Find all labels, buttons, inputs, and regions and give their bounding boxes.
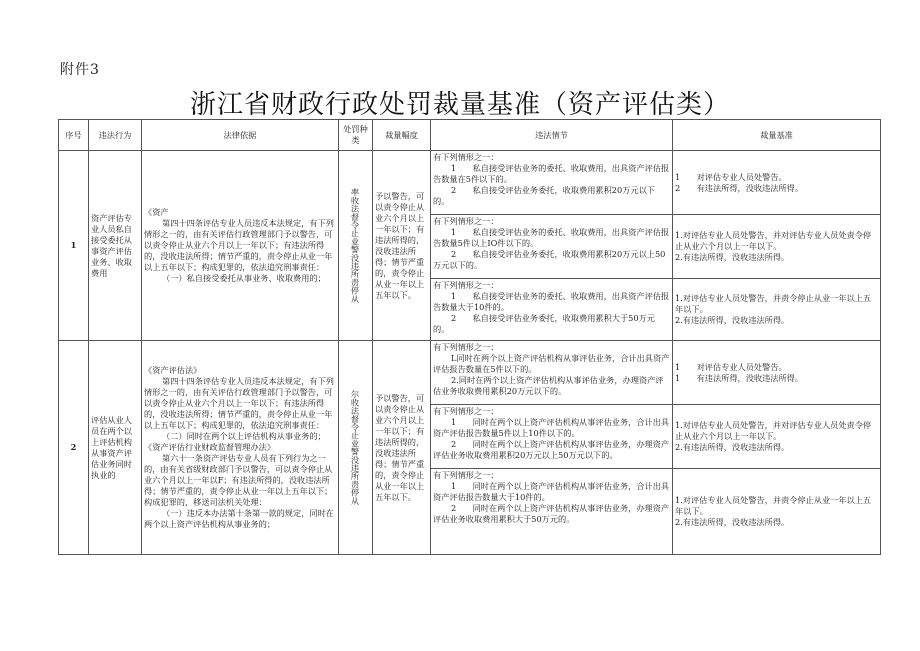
situation-line: 有下列情形之一： xyxy=(433,470,499,480)
header-kind: 处罚种类 xyxy=(339,120,373,151)
standard-cell xyxy=(673,341,881,405)
header-law: 法律依据 xyxy=(142,120,339,151)
standard-cell xyxy=(673,151,881,215)
situation-line: 有下列情形之一： xyxy=(433,216,499,226)
table-row xyxy=(59,151,881,215)
header-situation: 违法情节 xyxy=(431,120,673,151)
situation-line: 2 同时在两个以上资产评估机构从事评估业务，办理资产评估业务收取费用累积20万元以上50万元以下的。 xyxy=(433,439,670,460)
standard-line: 1.对评估专业人员处警告，并对评估专业人员处责令停止从业六个月以上一年以下。 xyxy=(675,420,872,441)
standard-line: 2 有违法所得，没收违法所得。 xyxy=(675,182,804,193)
table-row xyxy=(59,341,881,405)
situation-line: 1 同时在两个以上资产评估机构从事评估业务，合计出具资产评估报告数量大于10件的。 xyxy=(433,481,670,502)
table-header-row xyxy=(59,120,881,151)
law-source: 《资产评估法》 xyxy=(144,365,202,375)
header-act: 违法行为 xyxy=(89,120,142,151)
situation-line: 1 私自接受评估业务的委托、收取费用，出具资产评估报告数量5件以上IO件以下的。 xyxy=(433,227,670,248)
situation-line: 2.同时在两个以上资产评估机构从事评估业务，办理资产评估业务收取费用累积20万元以下的。 xyxy=(433,375,664,396)
law-source: 《资产 xyxy=(144,207,169,217)
situation-cell xyxy=(431,215,673,279)
standard-line: 1 对评估专业人员处警告。 xyxy=(675,171,787,182)
situation-line: 有下列情形之一： xyxy=(433,280,499,290)
standard-line: 2.有违法所得，没收违法所得。 xyxy=(675,517,790,527)
standard-cell xyxy=(673,279,881,341)
standard-line: 1.对评估专业人员处警告，并责令停止从业一年以上五年以下。 xyxy=(675,293,872,314)
situation-line: 2 私自接受评估业务委托，收取费用累积大于50万元的。 xyxy=(433,313,655,334)
law-article: 第六十一条资产评估专业人员有下列行为之一的，由有关省级财政部门予以警告，可以责令停止从业六个月以上一年以F；有违法所得的，没收违法所得；情节严重的，责令停止从业一年以上五年以下；构成犯罪的，移送司法机关处理： xyxy=(144,453,333,507)
penalty-table xyxy=(58,119,880,579)
penalty-kind-text: 尔收法督令止业警没违所责停从 xyxy=(350,390,361,505)
standard-cell xyxy=(673,215,881,279)
situation-line: 有下列情形之一： xyxy=(433,342,499,352)
header-no: 序号 xyxy=(59,120,89,151)
standard-line: 2.有违法所得，没收违法所得。 xyxy=(675,315,790,325)
situation-line: 2 私自接受评估业务委托，收取费用累积20万元以上50万元以下的。 xyxy=(433,249,666,270)
attachment-label: 附件3 xyxy=(60,62,100,78)
standard-line: 1 对评估专业人员处警告。 xyxy=(675,361,787,372)
document-title: 浙江省财政行政处罚裁量基准（资产评估类） xyxy=(189,90,730,120)
discretion-range: 予以警告，可以责令停止从业六个月以上一年以下；有违法所得的，没收违法所得；情节严重的，责令停止从业一年以上五年以下。 xyxy=(373,151,431,341)
situation-cell xyxy=(431,405,673,469)
row-number: 2 xyxy=(59,341,89,555)
standard-cell xyxy=(673,405,881,469)
situation-cell xyxy=(431,469,673,555)
situation-line: L同时在两个以上资产评估机构从事评估业务，合计出具资产评估报告数量在5件以下的。 xyxy=(433,353,670,374)
situation-cell xyxy=(431,341,673,405)
legal-basis xyxy=(142,151,339,341)
standard-line: 2.有违法所得，没收违法所得。 xyxy=(675,442,790,452)
situation-cell xyxy=(431,151,673,215)
law-article: 第四十四条评估专业人员违反本法规定，有下列情形之一的，由有关评估行政管理部门予以警告，可以责令停止从业六个月以上一年以下；有违法所得的，没收违法所得；情节严重的，责令停止从业一年以上五年以下；构成犯罪的，依法追究刑事责任： xyxy=(144,376,334,430)
law-source: 《资产评估行业财政监督管理办法》 xyxy=(144,442,276,452)
situation-line: 2 同时在两个以上资产评估机构从事评估业务，办理资产评估业务收取费用累积大于50万元的。 xyxy=(433,503,670,524)
standard-line: 2.有违法所得，没收违法所得。 xyxy=(675,252,790,262)
situation-line: 有下列情形之一： xyxy=(433,406,499,416)
law-clause: （一）违反本办法第十条第一款的规定，同时在两个以上资产评估机构从事业务的； xyxy=(144,508,334,529)
standard-line: 1.对评估专业人员处警告，并对评估专业人员处责令停止从业六个月以上一年以下。 xyxy=(675,230,872,251)
violation-act: 评估从业人员在两个以上评估机构从事资产评估业务同时执业的 xyxy=(89,341,142,555)
violation-act: 资产评估专业人员私自接受委托从事资产评估业务、收取费用 xyxy=(89,151,142,341)
penalty-kind xyxy=(339,151,373,341)
situation-line: 1 私自接受评估业务的委托、收取费用，出具资产评估报告数量大于10件的。 xyxy=(433,291,670,312)
standard-line: 1.对评估专业人员处警告，并责令停止从业一年以上五年以下。 xyxy=(675,495,872,516)
header-range: 裁量幅度 xyxy=(373,120,431,151)
discretion-range: 予以警告，可以责令停止从业六个月以上一年以下；有违法所得的，没收违法所得；情节严重的，责令停止从业一年以上五年以下。 xyxy=(373,341,431,555)
standard-cell xyxy=(673,469,881,555)
situation-cell xyxy=(431,279,673,341)
penalty-kind-text: 率收法督令止业警没违所责停从 xyxy=(350,188,361,303)
law-article: 第四十四条评估专业人员违反本法规定，有下列情形之一的，由有关评估行政管理部门予以警告，可以责令停止从业六个月以上一年以下；有违法所得的，没收违法所得；情节严重的，责令停止从业一年以上五年以下；构成犯罪的，依法追究刑事责任： xyxy=(144,218,334,272)
row-number: 1 xyxy=(59,151,89,341)
situation-line: 有下列情形之一： xyxy=(433,152,499,162)
standard-line: 1 有违法所得，没收违法所得。 xyxy=(675,372,804,383)
legal-basis xyxy=(142,341,339,555)
penalty-kind xyxy=(339,341,373,555)
situation-line: 2 私自接受评估业务委托，收取费用累积20万元以下的。 xyxy=(433,185,655,206)
law-clause: （二）同时在两个以上评估机构从事业务的； xyxy=(162,431,326,441)
situation-line: 1 同时在两个以上资产评估机构从事评估业务，合计出具资产评估报告数量5件以上10件以下的。 xyxy=(433,417,670,438)
header-standard: 裁量基准 xyxy=(673,120,881,151)
situation-line: 1 私自接受评估业务的委托、收取费用，出具资产评估报告数量在5件以下的。 xyxy=(433,163,670,184)
law-clause: （一）私自接受委托从事业务、收取费用的； xyxy=(162,273,326,283)
